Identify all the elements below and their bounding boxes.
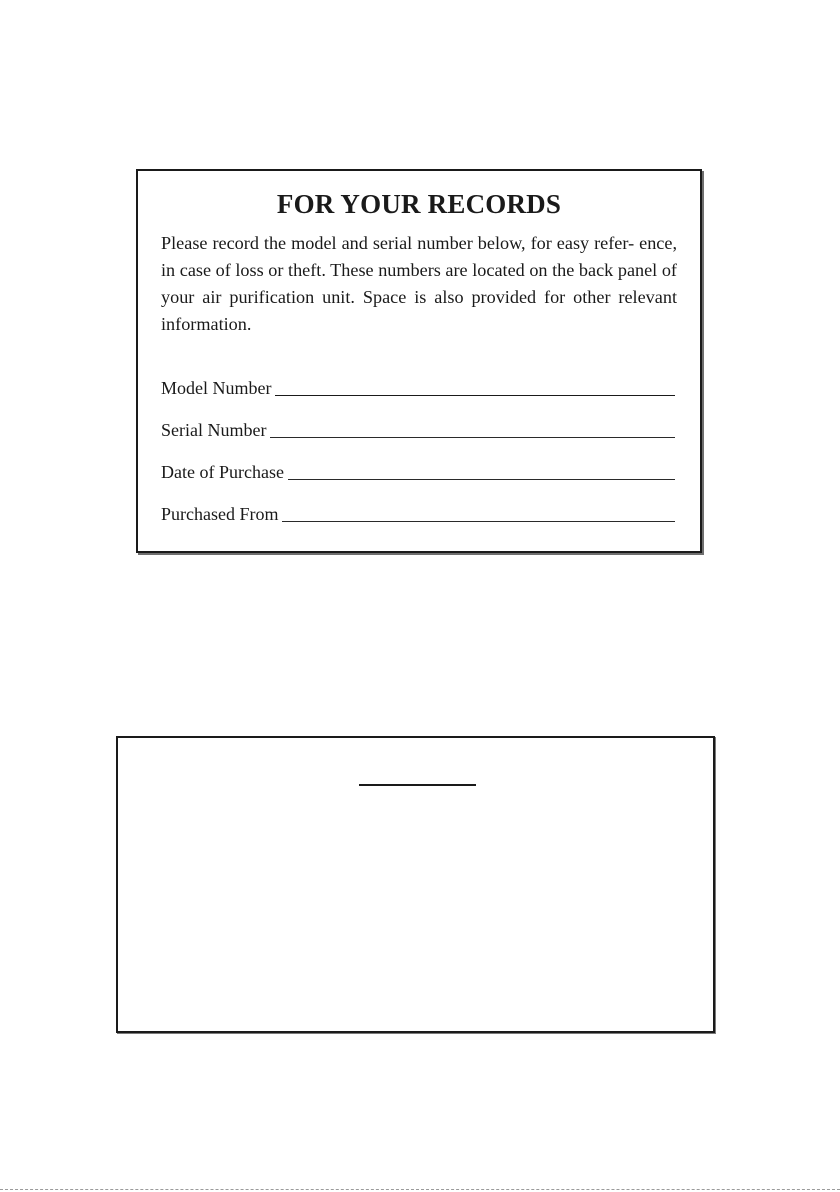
model-number-label: Model Number	[161, 378, 272, 398]
records-title: FOR YOUR RECORDS	[276, 189, 562, 219]
for-your-records-card	[136, 169, 702, 553]
serial-number-blank[interactable]	[270, 436, 675, 438]
serial-number-label: Serial Number	[161, 420, 267, 440]
date-of-purchase-label: Date of Purchase	[161, 462, 284, 482]
note-heading-underline	[359, 784, 476, 786]
serial-number-row[interactable]	[161, 399, 675, 441]
date-of-purchase-blank[interactable]	[288, 478, 675, 480]
blank-note-box	[116, 736, 715, 1033]
purchased-from-blank[interactable]	[282, 520, 675, 522]
purchased-from-label: Purchased From	[161, 504, 279, 524]
page-bottom-edge	[0, 1189, 840, 1190]
record-fields	[161, 357, 675, 525]
model-number-blank[interactable]	[275, 394, 675, 396]
records-instructions: Please record the model and serial number below, for easy refer- ence, in case of loss or theft. These numbers are located on the back panel of your air purification unit. Space is also provided for other relevant information.	[161, 233, 677, 334]
model-number-row[interactable]	[161, 357, 675, 399]
purchased-from-row[interactable]	[161, 483, 675, 525]
date-of-purchase-row[interactable]	[161, 441, 675, 483]
